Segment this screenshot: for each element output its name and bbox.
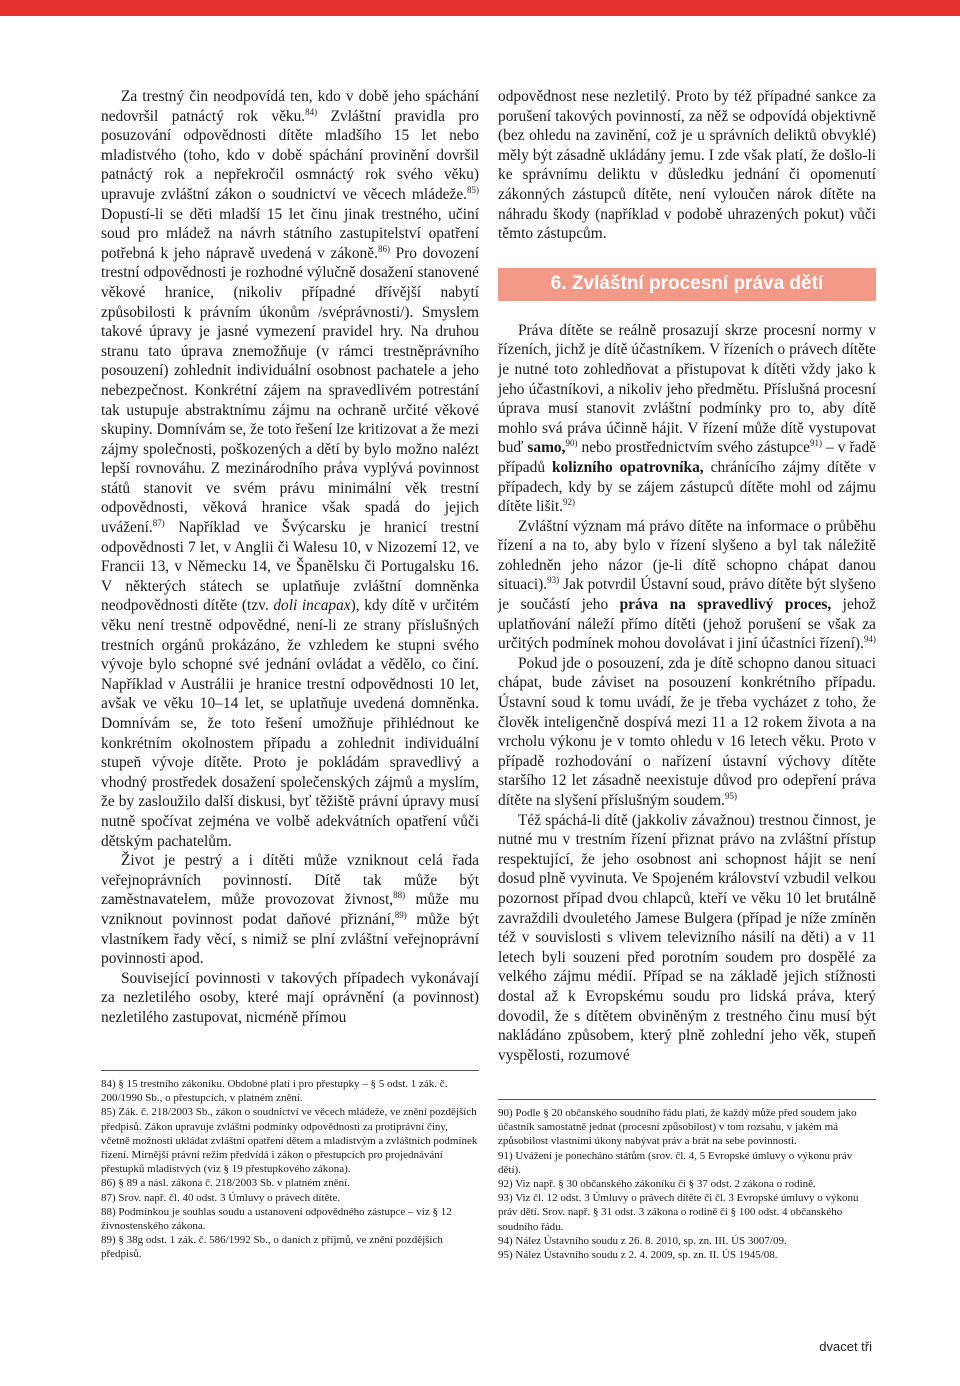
text-run: může mu vzniknout povinnost podat daňové přiznání, (101, 891, 479, 928)
text-run: chránícího zájmy dítěte v případech, kdy by se zájem zástupců dítěte mohl od zájmu dítěte lišit. (498, 458, 876, 516)
footnote: 86) § 89 a násl. zákona č. 218/2003 Sb. v platném znění. (101, 1177, 350, 1190)
text-run: Též spáchá-li dítě (jakkoliv závažnou) trestnou činnost, je nutné mu v trestním řízení přiznat právo na zvláštní přístup respektující, že jeho osobnost ani schopnost hájit se není dosud plně vyvinuta. Ve Spojeném království vzbudil velkou pozornost případ dvou chlapců, kteří ve věku 10 let brutálně zavraždili dvouletého Jamese Bulgera (případ je níže zmíněn též v souvislosti s vlivem televizního násilí na děti) a v 11 letech byli souzeni před porotním soudem pro dospělé za velkého zájmu médií. Případ se na základě jejich stížnosti dostal až k Evropskému soudu pro lidská práva, který dovodil, že s dítětem obviněným z trestného činu musí být nakládáno způsobem, který plně zohlední jeho věk, stupeň vyspělosti, rozumové (498, 811, 876, 1064)
text-run: Zvláštní pravidla pro posuzování odpovědnosti dítěte mladšího 15 let nebo mladistvého (toho, kdo v době spáchání provinění dovršil patnáctý rok a nepřekročil osmnáctý rok svého věku) upravuje zvláštní zákon o soudnictví ve věcech mládeže. (101, 107, 479, 203)
page-number: dvacet tři (819, 1339, 872, 1354)
footnote: 85) Zák. č. 218/2003 Sb., zákon o soudnictví ve věcech mládeže, ve znění pozdějších předpisů. Zákon upravuje zvláštní podmínky odpovědnosti za protiprávní činy, včetně možnosti ukládat zvláštní opatření dětem a mladistvým a zvláštních podmínek řízení. Mírnější právní režim předvídá i zákon o přestupcích pro projednávání přestupků mladistvých (viz § 19 přestupkového zákona). (101, 1106, 478, 1176)
footnote-ref: 85) (467, 184, 479, 195)
footnote: 92) Viz např. § 30 občanského zákoníku či § 37 odst. 2 zákona o rodině. (498, 1178, 816, 1191)
footnote: 90) Podle § 20 občanského soudního řádu platí, že každý může před soudem jako účastník samostatně jednat (procesní způsobilost) v tom rozsahu, v jakém má způsobilost vlastními úkony nabývat práv a brát na sebe povinnosti. (498, 1107, 857, 1148)
section-heading: 6. Zvláštní procesní práva dětí (498, 268, 876, 301)
text-run: Například ve Švýcarsku je hranicí trestní odpovědnosti 7 let, v Anglii či Walesu 10, v Nizozemí 12, ve Francii 13, v Německu 14, ve Španělsku či Portugalsku 16. V některých státech se uplatňuje zvláštní domněnka neodpovědnosti dítěte (tzv. (101, 519, 479, 615)
text-run: ), kdy dítě v určitém věku není trestně odpovědné, není-li ze strany příslušných trestních orgánů prokázáno, že vzhledem ke stupni svého vývoje bylo schopné své jednání ovládat a vědělo, co činí. Například v Austrálii je hranice trestní odpovědnosti 10 let, avšak ve věku 10–14 let, se uplatňuje uvedená domněnka. Domnívám se, že toto řešení umožňuje přihlédnout ke konkrétním okolnostem případu a zohlednit individuální stupeň vývoje dítěte. Proto je pokládám spravedlivý a vhodný prostředek dosažení společenských zájmů a myslím, že by zasloužilo další diskusi, byť těžiště právní úpravy musí nutně spočívat zejména ve volbě adekvátních opatření vůči dětským pachatelům. (101, 597, 479, 850)
top-accent-bar (0, 0, 960, 16)
bold-text: samo, (527, 439, 566, 457)
footnotes-left (101, 1077, 479, 1262)
footnote: 91) Uvážení je ponecháno státům (srov. čl. 4, 5 Evropské úmluvy o výkonu práv dětí). (498, 1149, 853, 1176)
right-paragraphs-after (498, 321, 876, 1066)
footnote-ref: 90) (565, 438, 578, 449)
footnote-ref: 86) (377, 243, 390, 254)
footnote-ref: 95) (725, 790, 737, 801)
footnote: 94) Nález Ústavního soudu z 26. 8. 2010, sp. zn. III. ÚS 3007/09. (498, 1234, 787, 1247)
bold-text: práva na spravedlivý proces, (619, 596, 832, 614)
text-run: odpovědnost nese nezletilý. Proto by též případné sankce za porušení takových povinností, za něž se odpovídá objektivně (bez ohledu na zavinění, což je u správních deliktů obvyklé) měly být zásadně ukládány jemu. I zde však platí, že došlo-li ke správnímu deliktu v důsledku jednání či opomenutí zákonných zástupců dítěte, není vyloučen nárok dítěte na náhradu škody (například v podobě uhrazených pokut) vůči těmto zástupcům. (498, 88, 876, 243)
footnote-ref: 89) (394, 909, 407, 920)
text-run: Zvláštní význam má právo dítěte na informace o průběhu řízení a na to, aby bylo v řízení slyšeno a byl tak náležitě zohledněn jeho názor (je-li dítě schopno chápat danou situaci). (498, 517, 876, 594)
text-run: Práva dítěte se reálně prosazují skrze procesní normy v řízeních, jichž je dítě účastníkem. V řízeních o právech dítěte je nutné toto zohledňovat a přistupovat k dítěti vždy jako k jeho účastníkovi, a nikoliv jeho předmětu. Příslušná procesní úprava musí stanovit zvláštní podmínky pro to, aby dítě mohlo svá práva účinně hájit. V řízení může dítě vystupovat buď (498, 321, 876, 457)
bold-text: kolizního opatrovníka, (551, 458, 704, 476)
paragraph-p1 (101, 87, 479, 851)
footnote: 89) § 38g odst. 1 zák. č. 586/1992 Sb., o daních z příjmů, ve znění pozdějších předpisů. (101, 1234, 443, 1261)
footnote-ref: 93) (547, 575, 560, 586)
text-run: Jak potvrdil Ústavní soud, právo dítěte být slyšeno je součástí jeho (498, 576, 876, 614)
footnote-divider-left (101, 1070, 479, 1071)
italic-text: doli incapax (273, 597, 351, 615)
paragraph-r2 (498, 517, 876, 654)
text-run: Pokud jde o posouzení, zda je dítě schopno danou situaci chápat, bude záviset na posouzení konkrétního případu. Ústavní soud k tomu uvádí, že je třeba vycházet z toho, že člověk inteligenčně dospívá mezi 11 a 12 rokem života a na vrcholu výkonu je v tomto ohledu v 16 letech věku. Proto v případě rozhodování o nařízení ústavní výchovy dítěte staršího 12 let zásadně neexistuje důvod pro odepření práva dítěte na slyšení příslušným soudem. (498, 654, 876, 809)
text-run: Dopustí-li se děti mladší 15 let činu jinak trestného, učiní soud pro mládež na návrh státního zastupitelství opatření potřebná k jeho nápravě uvedená v zákoně. (101, 205, 479, 262)
footnote-ref: 84) (305, 106, 318, 117)
footnote: 93) Viz čl. 12 odst. 3 Úmluvy o právech dítěte či čl. 3 Evropské úmluvy o výkonu práv dětí. Srov. např. § 31 odst. 3 zákona o rodině či § 100 odst. 4 občanského soudního řádu. (498, 1192, 859, 1233)
footnote-ref: 92) (562, 496, 575, 507)
paragraph-p2 (101, 851, 479, 969)
footnote: 88) Podmínkou je souhlas soudu a ustanovení odpovědného zástupce – viz § 12 živnostenského zákona. (101, 1205, 452, 1233)
paragraph-r0 (498, 87, 876, 244)
text-run: Pro dovození trestní odpovědnosti je rozhodné výlučně dosažení stanovené věkové hranice, (nikoliv případné dřívější nabytí způsobilosti k právním úkonům /svéprávnosti/). Smyslem takové úpravy je jasné vymezení pravidel hry. Na druhou stranu tato úprava znemožňuje (v rámci trestněprávního posouzení) zohlednit individuální osobnost pachatele a jeho nebezpečnost. Konkrétní zájem na spravedlivém potrestání tak ustupuje abstraktnímu zájmu na ochraně určité věkové skupiny. Domnívám se, že toto řešení lze kritizovat a že mezi zájmy společnosti, poškozených a dětí by bylo možno nalézt lepší rovnováhu. Z mezinárodního práva vyplývá povinnost států stanovit ve svém právu minimální věk trestní odpovědnosti, věková hranice však spadá do jejich uvážení. (101, 244, 479, 537)
footnote: 95) Nález Ústavního soudu z 2. 4. 2009, sp. zn. II. ÚS 1945/08. (498, 1249, 778, 1262)
paragraph-r1 (498, 321, 876, 517)
footnote-ref: 91) (809, 438, 822, 449)
footnotes-right (498, 1106, 876, 1262)
footnote-ref: 87) (152, 517, 165, 528)
text-run: může být vlastníkem řady věcí, s nimiž se plní zvláštní veřejnoprávní povinnosti apod. (101, 910, 479, 968)
footnote-ref: 94) (863, 634, 876, 645)
text-run: Související povinnosti v takových případech vykonávají za nezletilého osoby, které mají oprávnění (a povinnost) nezletilého zastupovat, nicméně přímou (101, 969, 479, 1026)
left-column (101, 87, 479, 1028)
text-run: – v řadě případů (498, 439, 876, 476)
left-paragraphs (101, 87, 479, 1028)
text-run: jehož uplatňování náleží přímo dítěti (jehož porušení se však za určitých podmínek mohou dovolávat i jiní účastníci řízení). (498, 596, 877, 653)
footnote: 84) § 15 trestního zákoníku. Obdobné platí i pro přestupky – § 5 odst. 1 zák. č. 200/1990 Sb., o přestupcích, v platném znění. (101, 1078, 448, 1105)
text-run: Život je pestrý a i dítěti může vzniknout celá řada veřejnoprávních povinností. Dítě tak může být zaměstnavatelem, může provozovat živnost, (101, 852, 479, 909)
right-column (498, 87, 876, 1065)
paragraph-p3 (101, 969, 479, 1028)
text-run: nebo prostřednictvím svého zástupce (577, 439, 810, 457)
footnote: 87) Srov. např. čl. 40 odst. 3 Úmluvy o právech dítěte. (101, 1191, 341, 1204)
text-run: Za trestný čin neodpovídá ten, kdo v době jeho spáchání nedovršil patnáctý rok věku. (101, 88, 479, 125)
right-paragraphs-before (498, 87, 876, 244)
footnote-ref: 88) (393, 890, 406, 901)
paragraph-r3 (498, 654, 876, 811)
footnote-divider-right (498, 1099, 876, 1100)
paragraph-r4 (498, 811, 876, 1066)
